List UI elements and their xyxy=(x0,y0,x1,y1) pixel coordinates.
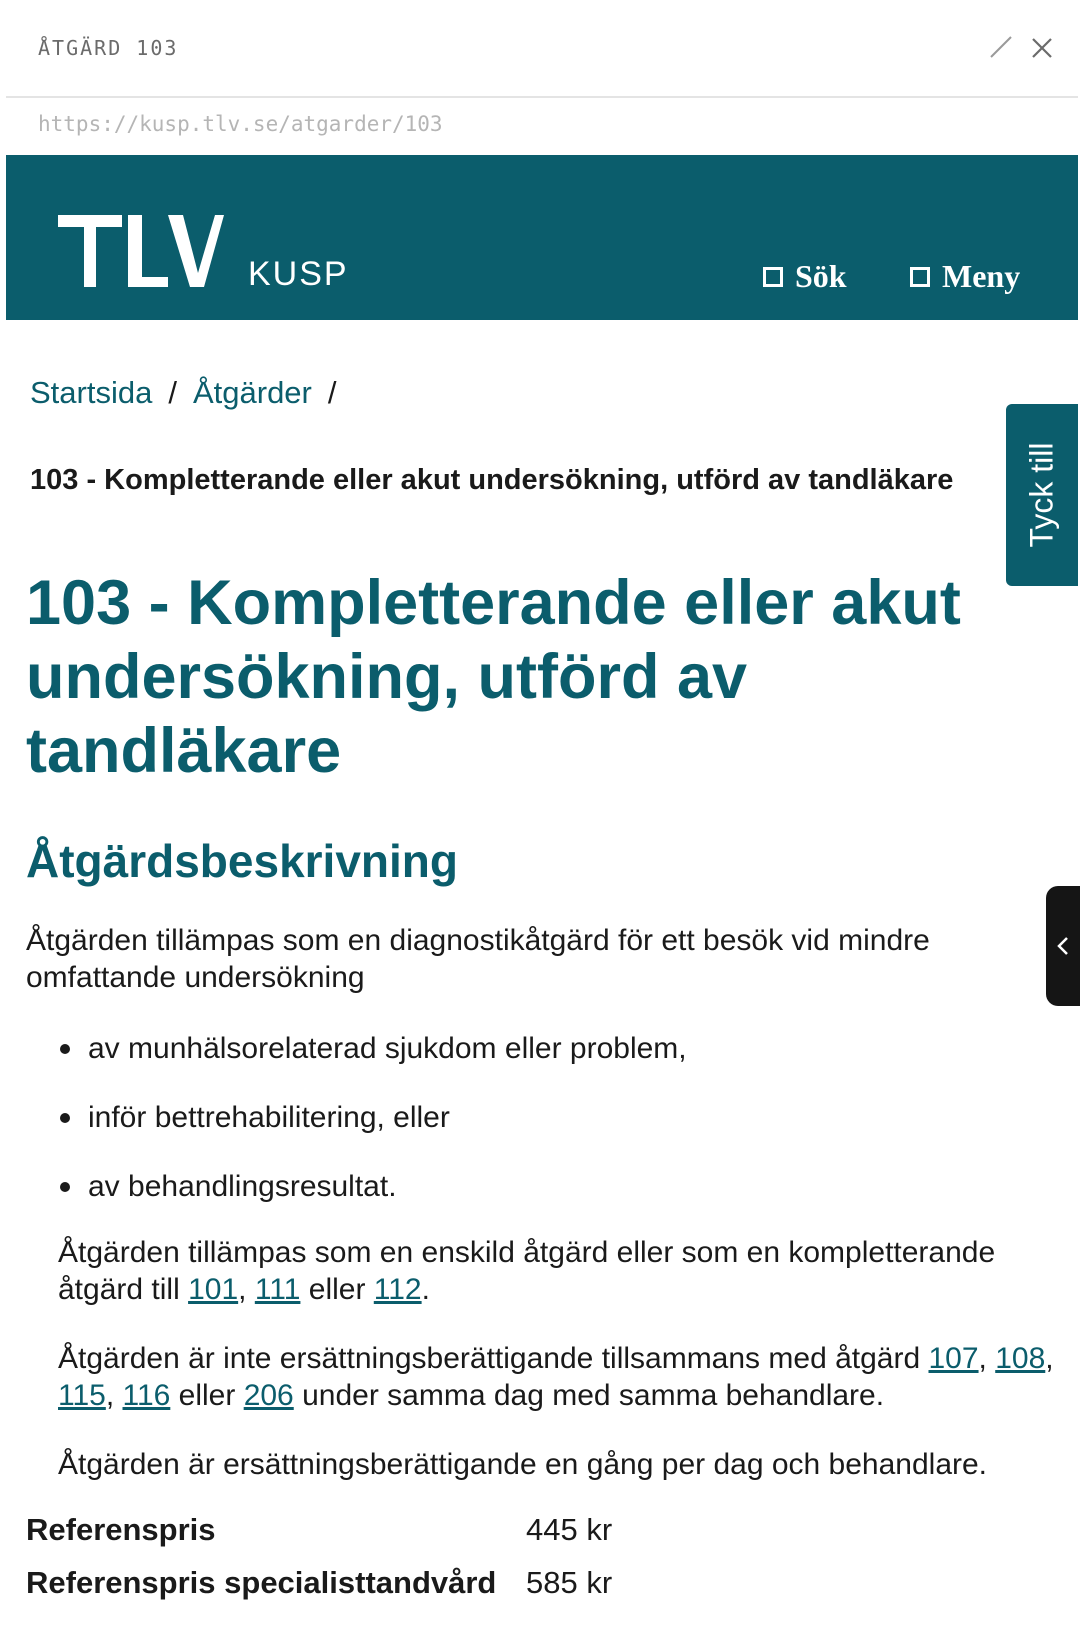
breadcrumb-link-startsida[interactable]: Startsida xyxy=(30,375,153,410)
intro-text: Åtgärden tillämpas som en diagnostikåtgärd för ett besök vid mindre omfattande undersökning xyxy=(26,924,930,994)
feedback-tab-label: Tyck till xyxy=(1023,442,1060,548)
price-row xyxy=(26,1565,612,1618)
expand-icon[interactable] xyxy=(988,34,1014,60)
exclusion-text: Åtgärden är inte ersättningsberättigande tillsammans med åtgärd 107, 108, 115, 116 eller 206 under samma dag med samma behandlare. xyxy=(58,1342,1054,1412)
kusp-label: KUSP xyxy=(248,255,349,293)
description-content xyxy=(26,922,1066,1481)
site-header xyxy=(6,155,1078,320)
menu-icon xyxy=(910,267,930,287)
panel-topbar xyxy=(6,0,1078,98)
link-atgard-112[interactable]: 112 xyxy=(373,1273,422,1306)
link-atgard-115[interactable]: 115 xyxy=(58,1379,106,1412)
price-table xyxy=(26,1512,612,1618)
price-row xyxy=(26,1512,612,1565)
search-icon xyxy=(763,267,783,287)
page-url[interactable]: https://kusp.tlv.se/atgarder/103 xyxy=(38,112,443,136)
usage-list xyxy=(60,1030,687,1237)
feedback-tab[interactable] xyxy=(1006,404,1078,586)
link-atgard-101[interactable]: 101 xyxy=(188,1273,239,1306)
link-atgard-206[interactable]: 206 xyxy=(243,1379,294,1412)
breadcrumb-separator: / xyxy=(168,375,177,410)
breadcrumb-link-atgarder[interactable]: Åtgärder xyxy=(192,375,312,410)
breadcrumb xyxy=(30,375,353,411)
breadcrumb-current: 103 - Kompletterande eller akut undersökning, utförd av tandläkare xyxy=(30,464,954,496)
panel-title: ÅTGÄRD 103 xyxy=(38,36,179,60)
price-label: Referenspris xyxy=(26,1512,216,1547)
frequency-text: Åtgärden är ersättningsberättigande en gång per dag och behandlare. xyxy=(58,1448,988,1481)
menu-button-label: Meny xyxy=(942,258,1021,294)
close-icon[interactable] xyxy=(1030,36,1054,60)
section-heading: Åtgärdsbeskrivning xyxy=(26,835,458,887)
menu-button[interactable] xyxy=(910,258,1020,295)
list-item: av munhälsorelaterad sjukdom eller problem, xyxy=(60,1030,687,1099)
tlv-logo[interactable] xyxy=(56,211,226,291)
combination-text: Åtgärden tillämpas som en enskild åtgärd eller som en kompletterande åtgärd till 101, 111 eller 112. xyxy=(58,1236,996,1306)
price-value: 445 kr xyxy=(526,1512,613,1547)
search-button[interactable] xyxy=(763,258,847,295)
tlv-logo-mark xyxy=(56,211,226,291)
breadcrumb-separator: / xyxy=(327,375,337,410)
price-value: 585 kr xyxy=(526,1565,613,1600)
link-atgard-108[interactable]: 108 xyxy=(995,1342,1046,1375)
link-atgard-116[interactable]: 116 xyxy=(122,1379,171,1412)
list-item: av behandlingsresultat. xyxy=(60,1168,687,1237)
link-atgard-111[interactable]: 111 xyxy=(254,1273,301,1306)
page-title: 103 - Kompletterande eller akut undersökning, utförd av tandläkare xyxy=(26,568,961,786)
search-button-label: Sök xyxy=(795,258,847,294)
price-label: Referenspris specialisttandvård xyxy=(26,1565,497,1600)
side-panel xyxy=(6,0,1078,1638)
link-atgard-107[interactable]: 107 xyxy=(928,1342,979,1375)
list-item: inför bettrehabilitering, eller xyxy=(60,1099,687,1168)
